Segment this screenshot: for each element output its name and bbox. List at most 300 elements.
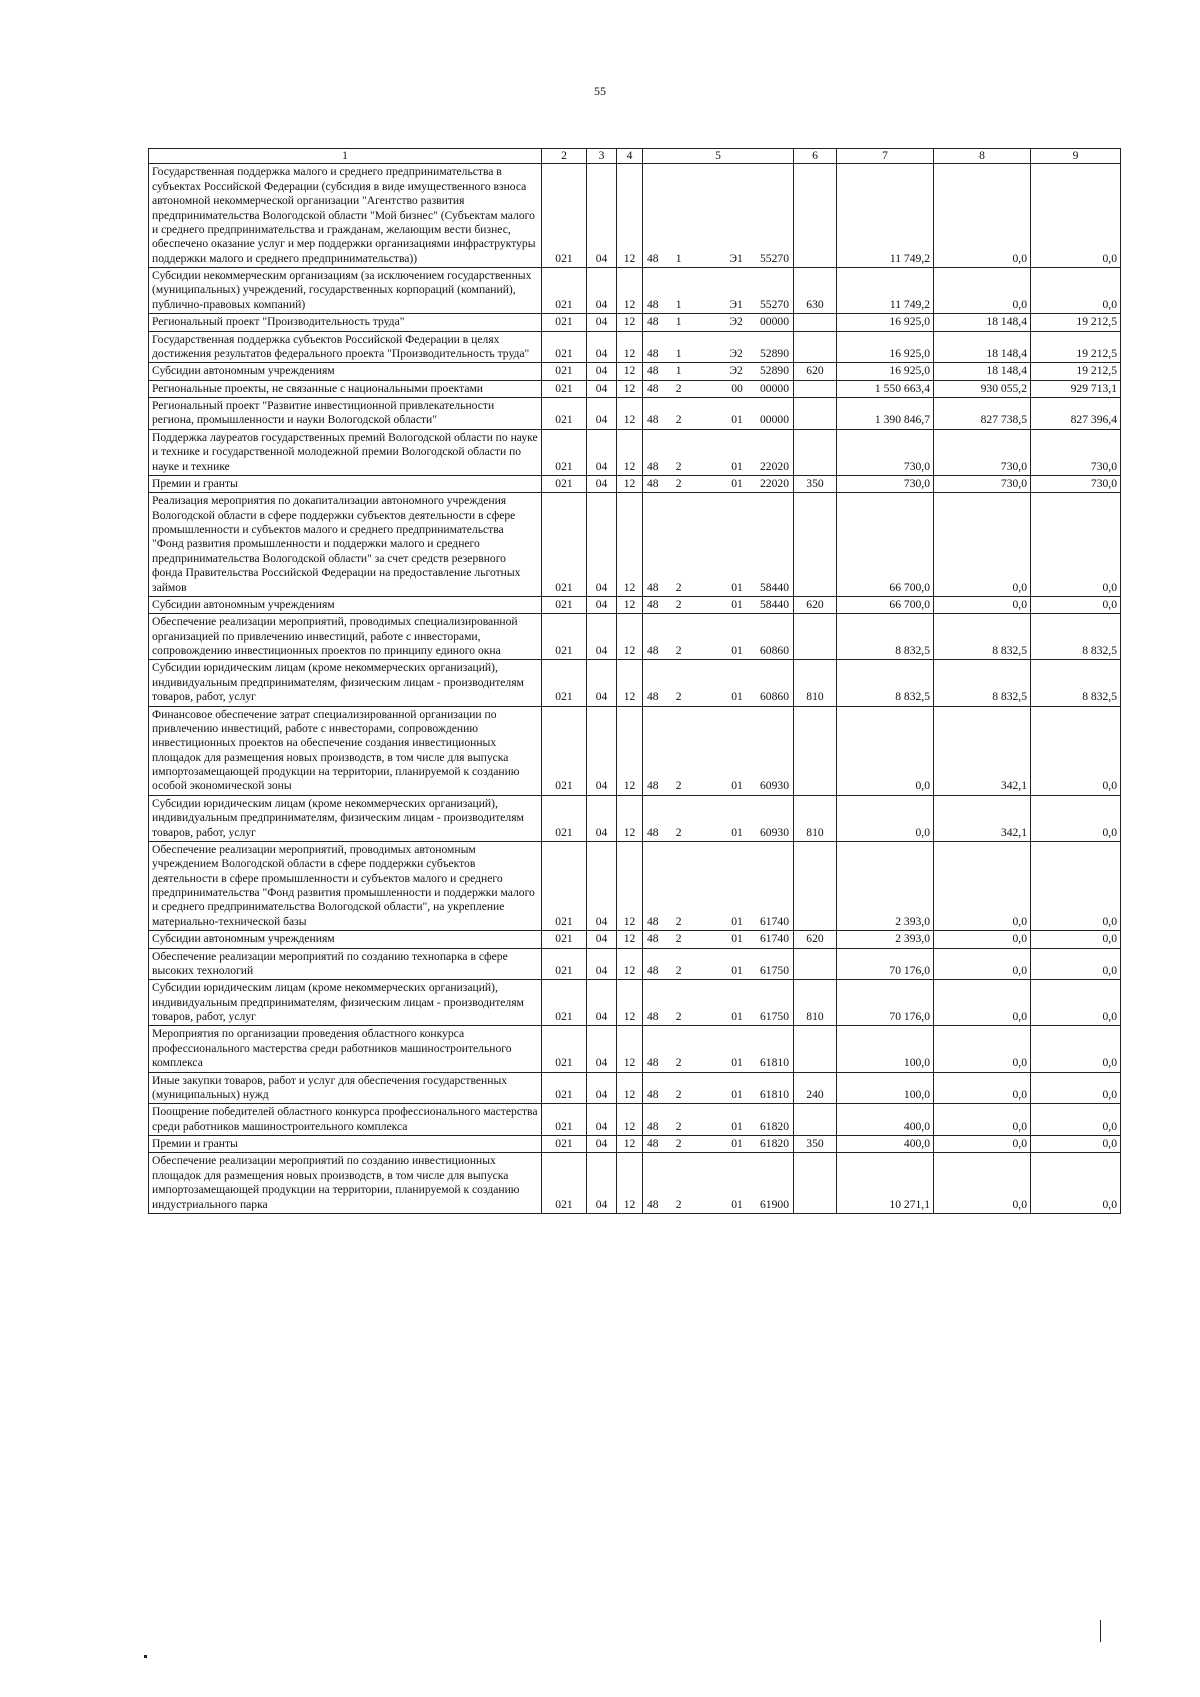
target-article-p1: 48 <box>647 597 659 611</box>
expense-type <box>794 429 837 475</box>
expense-type: 810 <box>794 660 837 706</box>
target-article-p2: 2 <box>675 690 682 704</box>
expense-name: Обеспечение реализации мероприятий по созданию инвестиционных площадок для размещения новых производств, в том числе для выпуска импортозамещающей продукции на территории, планируемой к созданию индустриального парка <box>149 1153 542 1214</box>
amount-col-9: 0,0 <box>1031 596 1121 613</box>
amount-col-7: 400,0 <box>837 1136 934 1153</box>
target-article-p4: 60860 <box>760 690 789 704</box>
expense-name: Субсидии автономным учреждениям <box>149 363 542 380</box>
target-article-p1: 48 <box>647 413 659 427</box>
code-c4: 12 <box>617 1104 643 1136</box>
table-row <box>149 1072 1121 1104</box>
target-article-p2: 2 <box>675 1087 682 1101</box>
target-article-p1: 48 <box>647 779 659 793</box>
expense-type <box>794 331 837 363</box>
header-cell: 1 <box>149 149 542 164</box>
code-c3: 04 <box>587 596 617 613</box>
expense-type <box>794 164 837 268</box>
target-article-p3: 01 <box>731 580 743 594</box>
code-c3: 04 <box>587 380 617 397</box>
expense-type: 350 <box>794 1136 837 1153</box>
amount-col-8: 930 055,2 <box>934 380 1031 397</box>
amount-col-7: 66 700,0 <box>837 493 934 597</box>
table-row <box>149 795 1121 841</box>
table-row <box>149 1026 1121 1072</box>
target-article-parts <box>646 644 790 658</box>
amount-col-7: 11 749,2 <box>837 268 934 314</box>
expense-type: 620 <box>794 363 837 380</box>
code-c3: 04 <box>587 493 617 597</box>
target-article-p2: 2 <box>675 1010 682 1023</box>
code-c3: 04 <box>587 795 617 841</box>
expense-name: Мероприятия по организации проведения областного конкурса профессионального мастерства среди работников машиностроительного комплекса <box>149 1026 542 1072</box>
target-article-p1: 48 <box>647 1119 659 1133</box>
code-c2: 021 <box>542 1153 587 1214</box>
amount-col-8: 0,0 <box>934 1026 1031 1072</box>
header-cell: 9 <box>1031 149 1121 164</box>
target-article-p3: 01 <box>731 597 743 611</box>
target-article-p1: 48 <box>647 690 659 704</box>
target-article-p3: 01 <box>731 825 743 839</box>
expense-name: Субсидии автономным учреждениям <box>149 596 542 613</box>
code-c2: 021 <box>542 1104 587 1136</box>
expense-type <box>794 948 837 980</box>
target-article-p3: 01 <box>731 1087 743 1101</box>
expense-name: Субсидии автономным учреждениям <box>149 931 542 948</box>
code-c4: 12 <box>617 331 643 363</box>
amount-col-7: 2 393,0 <box>837 841 934 930</box>
table-row <box>149 1136 1121 1153</box>
amount-col-8: 0,0 <box>934 1072 1031 1104</box>
target-article-p1: 48 <box>647 1010 659 1023</box>
amount-col-8: 0,0 <box>934 1104 1031 1136</box>
expense-name: Государственная поддержка субъектов Российской Федерации в целях достижения результатов федерального проекта "Производительность труда" <box>149 331 542 363</box>
expense-name: Субсидии юридическим лицам (кроме некоммерческих организаций), индивидуальным предпринимателям, физическим лицам - производителям товаров, работ, услуг <box>149 980 542 1026</box>
table-row <box>149 1104 1121 1136</box>
target-article-p3: 01 <box>731 963 743 977</box>
code-c4: 12 <box>617 493 643 597</box>
amount-col-7: 0,0 <box>837 706 934 795</box>
code-c3: 04 <box>587 980 617 1026</box>
code-c4: 12 <box>617 614 643 660</box>
code-c2: 021 <box>542 1026 587 1072</box>
target-article-p3: 01 <box>731 1056 743 1070</box>
target-article <box>643 268 794 314</box>
amount-col-8: 342,1 <box>934 795 1031 841</box>
target-article-p3: 00 <box>731 381 743 395</box>
expense-type: 240 <box>794 1072 837 1104</box>
amount-col-9: 0,0 <box>1031 1072 1121 1104</box>
expense-name: Региональный проект "Производительность труда" <box>149 314 542 331</box>
code-c4: 12 <box>617 795 643 841</box>
expense-name: Поддержка лауреатов государственных премий Вологодской области по науке и технике и государственной молодежной премии Вологодской области по науке и технике <box>149 429 542 475</box>
expense-type: 620 <box>794 596 837 613</box>
code-c4: 12 <box>617 268 643 314</box>
target-article-parts <box>646 298 790 312</box>
code-c3: 04 <box>587 1026 617 1072</box>
table-row <box>149 164 1121 268</box>
code-c2: 021 <box>542 795 587 841</box>
budget-table <box>148 148 1121 1214</box>
code-c4: 12 <box>617 363 643 380</box>
amount-col-9: 0,0 <box>1031 795 1121 841</box>
expense-name: Государственная поддержка малого и среднего предпринимательства в субъектах Российской Федерации (субсидия в виде имущественного взноса автономной некоммерческой организации "Агентство развития предпринимательства Вологодской области "Мой бизнес" (Субъектам малого и среднего предпринимательства и гражданам, желающим вести бизнес, обеспечено оказание услуг и мер поддержки организациями инфраструктуры поддержки малого и среднего предпринимательства)) <box>149 164 542 268</box>
target-article <box>643 795 794 841</box>
amount-col-9: 19 212,5 <box>1031 363 1121 380</box>
code-c3: 04 <box>587 841 617 930</box>
amount-col-9: 0,0 <box>1031 980 1121 1026</box>
amount-col-7: 100,0 <box>837 1072 934 1104</box>
target-article-p2: 2 <box>675 413 682 427</box>
target-article-parts <box>646 382 790 396</box>
target-article-parts <box>646 315 790 329</box>
target-article-p4: 61740 <box>760 932 789 946</box>
target-article-p1: 48 <box>647 297 659 311</box>
target-article-p4: 61900 <box>760 1197 789 1211</box>
target-article-p4: 52890 <box>760 346 789 360</box>
expense-type <box>794 706 837 795</box>
target-article-p3: 01 <box>731 1197 743 1211</box>
target-article <box>643 1153 794 1214</box>
amount-col-9: 0,0 <box>1031 493 1121 597</box>
expense-name: Региональный проект "Развитие инвестиционной привлекательности региона, промышленности и науки Вологодской области" <box>149 398 542 430</box>
amount-col-9: 730,0 <box>1031 475 1121 492</box>
expense-type: 630 <box>794 268 837 314</box>
amount-col-9: 0,0 <box>1031 268 1121 314</box>
table-row <box>149 980 1121 1026</box>
target-article-p1: 48 <box>647 644 659 657</box>
expense-type <box>794 841 837 930</box>
code-c2: 021 <box>542 331 587 363</box>
target-article-p2: 1 <box>675 346 682 360</box>
target-article <box>643 614 794 660</box>
target-article-p1: 48 <box>647 1137 659 1150</box>
code-c2: 021 <box>542 980 587 1026</box>
amount-col-8: 0,0 <box>934 493 1031 597</box>
target-article-p1: 48 <box>647 1197 659 1211</box>
target-article-p4: 61820 <box>760 1137 789 1150</box>
target-article-p4: 61740 <box>760 914 789 928</box>
table-row <box>149 314 1121 331</box>
code-c4: 12 <box>617 931 643 948</box>
code-c3: 04 <box>587 398 617 430</box>
amount-col-8: 827 738,5 <box>934 398 1031 430</box>
code-c4: 12 <box>617 429 643 475</box>
table-row <box>149 706 1121 795</box>
target-article-p2: 1 <box>675 364 682 378</box>
code-c2: 021 <box>542 398 587 430</box>
code-c4: 12 <box>617 398 643 430</box>
table-row <box>149 475 1121 492</box>
code-c3: 04 <box>587 363 617 380</box>
table-row <box>149 331 1121 363</box>
target-article-p2: 2 <box>675 459 682 473</box>
target-article <box>643 660 794 706</box>
expense-type: 620 <box>794 931 837 948</box>
target-article-parts <box>646 932 790 946</box>
target-article-p2: 2 <box>675 1137 682 1150</box>
target-article-parts <box>646 1137 790 1151</box>
target-article-p3: Э2 <box>729 364 743 378</box>
target-article <box>643 1072 794 1104</box>
amount-col-7: 66 700,0 <box>837 596 934 613</box>
target-article-p3: 01 <box>731 1119 743 1133</box>
target-article-p4: 52890 <box>760 364 789 378</box>
amount-col-9: 730,0 <box>1031 429 1121 475</box>
expense-name: Субсидии юридическим лицам (кроме некоммерческих организаций), индивидуальным предпринимателям, физическим лицам - производителям товаров, работ, услуг <box>149 795 542 841</box>
expense-type <box>794 1026 837 1072</box>
table-row <box>149 660 1121 706</box>
target-article-p4: 58440 <box>760 597 789 611</box>
expense-name: Обеспечение реализации мероприятий, проводимых автономным учреждением Вологодской области в сфере поддержки субъектов деятельности в сфере промышленности и субъектов малого и среднего предпринимательства "Фонд развития промышленности и поддержки малого и среднего предпринимательства Вологодской области", на укрепление материально-технической базы <box>149 841 542 930</box>
code-c3: 04 <box>587 1072 617 1104</box>
target-article-p1: 48 <box>647 1087 659 1101</box>
target-article-parts <box>646 779 790 793</box>
code-c3: 04 <box>587 331 617 363</box>
code-c2: 021 <box>542 596 587 613</box>
amount-col-8: 0,0 <box>934 948 1031 980</box>
code-c2: 021 <box>542 948 587 980</box>
expense-name: Премии и гранты <box>149 475 542 492</box>
expense-type <box>794 398 837 430</box>
target-article-p2: 2 <box>675 1056 682 1070</box>
expense-name: Региональные проекты, не связанные с национальными проектами <box>149 380 542 397</box>
amount-col-9: 0,0 <box>1031 706 1121 795</box>
header-cell: 8 <box>934 149 1031 164</box>
target-article-p4: 61820 <box>760 1119 789 1133</box>
code-c2: 021 <box>542 931 587 948</box>
table-body <box>149 149 1121 1214</box>
amount-col-7: 2 393,0 <box>837 931 934 948</box>
amount-col-8: 0,0 <box>934 1153 1031 1214</box>
target-article-p1: 48 <box>647 914 659 928</box>
amount-col-7: 70 176,0 <box>837 980 934 1026</box>
target-article-p3: 01 <box>731 914 743 928</box>
target-article-p4: 61750 <box>760 1010 789 1023</box>
amount-col-8: 0,0 <box>934 268 1031 314</box>
amount-col-9: 19 212,5 <box>1031 314 1121 331</box>
amount-col-8: 730,0 <box>934 475 1031 492</box>
amount-col-7: 16 925,0 <box>837 331 934 363</box>
target-article-p3: 01 <box>731 1137 743 1150</box>
code-c4: 12 <box>617 380 643 397</box>
amount-col-8: 0,0 <box>934 596 1031 613</box>
target-article-p2: 2 <box>675 914 682 928</box>
amount-col-9: 0,0 <box>1031 1104 1121 1136</box>
target-article-parts <box>646 964 790 978</box>
target-article-p4: 61810 <box>760 1056 789 1070</box>
code-c2: 021 <box>542 493 587 597</box>
target-article <box>643 363 794 380</box>
expense-type <box>794 1104 837 1136</box>
code-c4: 12 <box>617 1026 643 1072</box>
table-row <box>149 363 1121 380</box>
target-article <box>643 380 794 397</box>
target-article <box>643 980 794 1026</box>
amount-col-8: 730,0 <box>934 429 1031 475</box>
code-c2: 021 <box>542 429 587 475</box>
target-article-p4: 60930 <box>760 825 789 839</box>
target-article-p2: 1 <box>675 315 682 329</box>
code-c3: 04 <box>587 164 617 268</box>
amount-col-8: 8 832,5 <box>934 660 1031 706</box>
amount-col-7: 11 749,2 <box>837 164 934 268</box>
amount-col-7: 8 832,5 <box>837 660 934 706</box>
amount-col-8: 342,1 <box>934 706 1031 795</box>
expense-type: 810 <box>794 795 837 841</box>
page-number: 55 <box>594 84 606 98</box>
target-article-p3: 01 <box>731 779 743 793</box>
target-article-parts <box>646 413 790 427</box>
target-article-p1: 48 <box>647 1056 659 1070</box>
expense-type <box>794 1153 837 1214</box>
expense-type <box>794 314 837 331</box>
table-row <box>149 268 1121 314</box>
code-c2: 021 <box>542 614 587 660</box>
target-article-parts <box>646 1056 790 1070</box>
target-article-p4: 60930 <box>760 779 789 793</box>
target-article-p3: 01 <box>731 644 743 657</box>
code-c3: 04 <box>587 475 617 492</box>
target-article-p1: 48 <box>647 251 659 265</box>
code-c3: 04 <box>587 429 617 475</box>
table-row <box>149 1153 1121 1214</box>
amount-col-7: 16 925,0 <box>837 363 934 380</box>
target-article-p3: 01 <box>731 476 743 490</box>
table-row <box>149 398 1121 430</box>
code-c4: 12 <box>617 1153 643 1214</box>
target-article-p4: 61810 <box>760 1087 789 1101</box>
amount-col-9: 0,0 <box>1031 1026 1121 1072</box>
target-article <box>643 429 794 475</box>
target-article-p2: 1 <box>675 251 682 265</box>
code-c2: 021 <box>542 164 587 268</box>
code-c2: 021 <box>542 1136 587 1153</box>
target-article-p1: 48 <box>647 476 659 490</box>
code-c3: 04 <box>587 1153 617 1214</box>
amount-col-9: 929 713,1 <box>1031 380 1121 397</box>
code-c2: 021 <box>542 841 587 930</box>
code-c2: 021 <box>542 363 587 380</box>
amount-col-9: 8 832,5 <box>1031 660 1121 706</box>
amount-col-9: 0,0 <box>1031 1153 1121 1214</box>
header-cell: 2 <box>542 149 587 164</box>
header-cell: 7 <box>837 149 934 164</box>
header-cell: 5 <box>643 149 794 164</box>
code-c3: 04 <box>587 948 617 980</box>
table-row <box>149 614 1121 660</box>
header-cell: 4 <box>617 149 643 164</box>
scan-speck <box>144 1655 147 1658</box>
amount-col-9: 8 832,5 <box>1031 614 1121 660</box>
target-article-p2: 2 <box>675 932 682 946</box>
target-article <box>643 596 794 613</box>
target-article-p4: 60860 <box>760 644 789 657</box>
target-article-p4: 00000 <box>760 413 789 427</box>
amount-col-7: 730,0 <box>837 475 934 492</box>
target-article <box>643 1136 794 1153</box>
code-c4: 12 <box>617 948 643 980</box>
code-c3: 04 <box>587 1104 617 1136</box>
code-c2: 021 <box>542 268 587 314</box>
target-article-p2: 2 <box>675 779 682 793</box>
target-article <box>643 314 794 331</box>
target-article-p1: 48 <box>647 459 659 473</box>
amount-col-8: 0,0 <box>934 931 1031 948</box>
target-article-parts <box>646 364 790 378</box>
target-article-p3: 01 <box>731 690 743 704</box>
table-row <box>149 596 1121 613</box>
target-article <box>643 948 794 980</box>
expense-name: Субсидии некоммерческим организациям (за исключением государственных (муниципальных) учреждений, государственных корпораций (компаний), публично-правовых компаний) <box>149 268 542 314</box>
expense-name: Обеспечение реализации мероприятий, проводимых специализированной организацией по привлечению инвестиций, работе с инвесторами, сопровождению инвестиционных проектов по принципу единого окна <box>149 614 542 660</box>
header-row <box>149 149 1121 164</box>
target-article-parts <box>646 1198 790 1212</box>
amount-col-9: 19 212,5 <box>1031 331 1121 363</box>
amount-col-7: 70 176,0 <box>837 948 934 980</box>
target-article-p4: 22020 <box>760 459 789 473</box>
header-cell: 6 <box>794 149 837 164</box>
target-article-p1: 48 <box>647 364 659 378</box>
amount-col-8: 18 148,4 <box>934 331 1031 363</box>
amount-col-7: 730,0 <box>837 429 934 475</box>
amount-col-8: 18 148,4 <box>934 363 1031 380</box>
target-article-p1: 48 <box>647 932 659 946</box>
target-article <box>643 931 794 948</box>
target-article-p3: 01 <box>731 932 743 946</box>
target-article-p1: 48 <box>647 346 659 360</box>
target-article-p1: 48 <box>647 963 659 977</box>
expense-name: Обеспечение реализации мероприятий по созданию технопарка в сфере высоких технологий <box>149 948 542 980</box>
header-cell: 3 <box>587 149 617 164</box>
amount-col-7: 16 925,0 <box>837 314 934 331</box>
expense-name: Реализация мероприятия по докапитализации автономного учреждения Вологодской области в сфере поддержки субъектов деятельности в сфере промышленности и субъектов малого и среднего предпринимательства "Фонд развития промышленности и поддержки малого и среднего предпринимательства Вологодской области" за счет средств резервного фонда Правительства Российской Федерации на предоставление льготных займов <box>149 493 542 597</box>
code-c3: 04 <box>587 1136 617 1153</box>
amount-col-9: 0,0 <box>1031 948 1121 980</box>
amount-col-8: 0,0 <box>934 980 1031 1026</box>
target-article <box>643 1026 794 1072</box>
target-article-p3: Э1 <box>729 297 743 311</box>
target-article-p3: Э2 <box>729 315 743 329</box>
table-row <box>149 493 1121 597</box>
target-article-p3: 01 <box>731 459 743 473</box>
target-article-p3: 01 <box>731 1010 743 1023</box>
code-c2: 021 <box>542 1072 587 1104</box>
expense-type <box>794 493 837 597</box>
amount-col-9: 0,0 <box>1031 164 1121 268</box>
target-article-p2: 2 <box>675 1197 682 1211</box>
target-article-p2: 2 <box>675 1119 682 1133</box>
target-article-parts <box>646 1088 790 1102</box>
target-article-p4: 55270 <box>760 251 789 265</box>
target-article-p2: 2 <box>675 644 682 657</box>
code-c4: 12 <box>617 1072 643 1104</box>
amount-col-9: 0,0 <box>1031 1136 1121 1153</box>
amount-col-8: 18 148,4 <box>934 314 1031 331</box>
expense-type: 810 <box>794 980 837 1026</box>
code-c3: 04 <box>587 268 617 314</box>
target-article-p1: 48 <box>647 580 659 594</box>
target-article <box>643 331 794 363</box>
target-article-parts <box>646 598 790 612</box>
amount-col-7: 400,0 <box>837 1104 934 1136</box>
code-c3: 04 <box>587 614 617 660</box>
target-article-parts <box>646 690 790 704</box>
target-article-p2: 2 <box>675 476 682 490</box>
code-c4: 12 <box>617 841 643 930</box>
target-article <box>643 398 794 430</box>
target-article-parts <box>646 581 790 595</box>
amount-col-7: 8 832,5 <box>837 614 934 660</box>
